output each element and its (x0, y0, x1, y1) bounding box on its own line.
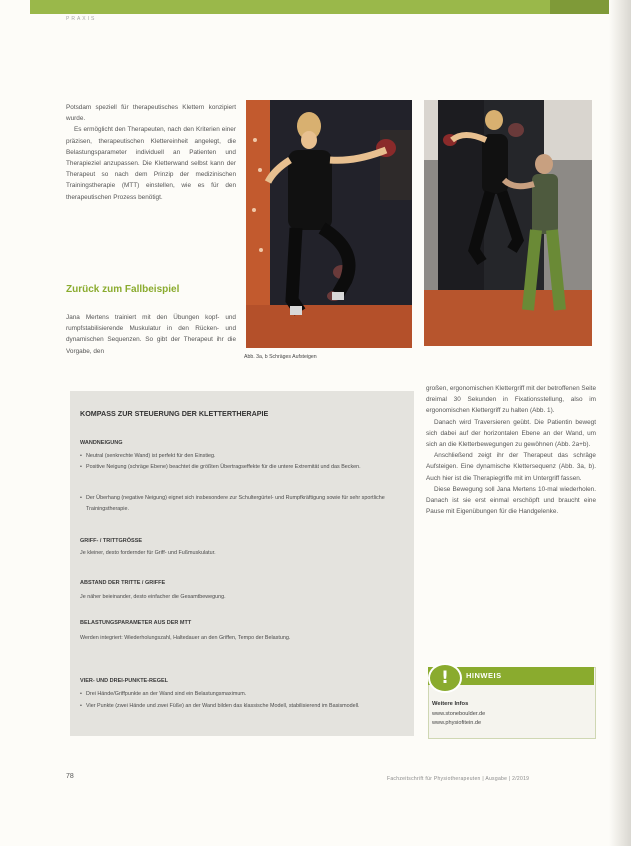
kompass-heading: WANDNEIGUNG (80, 440, 123, 446)
paragraph: Diese Bewegung soll Jana Mertens 10-mal wiederholen. Danach ist sie erst einmal erschöpft und braucht eine Pause mit Eigenübungen für die Handgelenke. (426, 485, 596, 516)
left-column-text-2 (66, 312, 236, 357)
page-edge-shadow (609, 0, 631, 846)
kompass-text: Je näher beieinander, desto einfacher die Gesamtbewegung. (80, 594, 226, 600)
hinweis-label: HINWEIS (466, 671, 502, 680)
paragraph: Potsdam speziell für therapeutisches Klettern konzipiert wurde. (66, 104, 236, 123)
hinweis-link[interactable]: www.physiofitein.de (432, 720, 482, 726)
kompass-title: KOMPASS ZUR STEUERUNG DER KLETTERTHERAPIE (80, 409, 269, 418)
hinweis-subtitle: Weitere Infos (432, 701, 469, 707)
header-bar (30, 0, 610, 14)
page-number: 78 (66, 773, 74, 780)
paragraph: Es ermöglicht den Therapeuten, nach den Kriterien einer präzisen, therapeutischen Klettereinheit angelegt, die Belastungsparameter individuell an Patienten und Therapieziel anzupassen. Die Kletterwand selbst kann der Therapeut so nach dem Prinzip der medizinischen Trainingstherapie (MTT) einstellen, wie es für den therapeutischen Prozess benötigt. (66, 126, 236, 201)
paragraph: großen, ergonomischen Klettergriff mit der betroffenen Seite dreimal 30 Sekunden in Fixationsstellung, also im ergonomischen Klettergriff zu halten (Abb. 1). (426, 385, 596, 415)
left-column-text (66, 102, 236, 203)
footer-journal: Fachzeitschrift für Physiotherapeuten | Ausgabe | 2/2019 (387, 776, 530, 782)
section-label: PRAXIS (66, 16, 97, 22)
header-bar-shade (550, 0, 610, 14)
kompass-heading: ABSTAND DER TRITTE / GRIFFE (80, 580, 166, 586)
exclamation-icon: ! (428, 663, 462, 693)
kompass-heading: VIER- UND DREI-PUNKTE-REGEL (80, 678, 169, 684)
paragraph: Danach wird Traversieren geübt. Die Patientin bewegt sich dabei auf der horizontalen Ebene an der Wand, um sich an die Kletterbewegungen zu gewöhnen (Abb. 2a+b). (426, 418, 596, 449)
hinweis-link[interactable]: www.stoneboulder.de (432, 711, 486, 717)
kompass-text: Je kleiner, desto fordernder für Griff- und Fußmuskulatur. (80, 550, 216, 556)
kompass-heading: GRIFF- / TRITTGRÖSSE (80, 538, 143, 544)
kompass-bullet: • Vier Punkte (zwei Hände und zwei Füße) an der Wand bilden das klassische Modell, stabilisierend im Basismodell. (80, 701, 406, 712)
climbing-photo-3a (246, 100, 412, 348)
section-heading: Zurück zum Fallbeispiel (66, 284, 180, 295)
kompass-bullet: • Drei Hände/Griffpunkte an der Wand sind ein Belastungsmaximum. (80, 689, 406, 700)
kompass-bullet: • Positive Neigung (schräge Ebene) beachtet die größten Übertragseffekte für die untere Extremität und das Becken. (80, 462, 406, 473)
kompass-bullet: • Neutral (senkrechte Wand) ist perfekt für den Einstieg. (80, 451, 406, 462)
kompass-text: Werden integriert: Wiederholungszahl, Haltedauer an den Griffen, Tempo der Belastung. (80, 635, 291, 641)
paragraph: Jana Mertens trainiert mit den Übungen kopf- und rumpfstabilisierende Muskulatur in den Rücken- und dynamischen Sequenzen. So gibt der Therapeut ihr die Vorgabe, den (66, 314, 236, 355)
kompass-bullet: • Der Überhang (negative Neigung) eignet sich insbesondere zur Schultergürtel- und Rumpfkräftigung sowie für sehr sportliche Trainingstherapie. (80, 493, 406, 515)
climbing-photo-3b (424, 100, 592, 346)
paragraph: Anschließend zeigt ihr der Therapeut das schräge Aufsteigen. Eine dynamische Klettersequenz (Abb. 3a, b). Auch hier ist die Therapiegriffe mit im Untergriff fassen. (426, 452, 596, 482)
figure-caption: Abb. 3a, b Schräges Aufsteigen (244, 354, 317, 360)
right-column-text (426, 383, 596, 517)
kompass-heading: BELASTUNGSPARAMETER AUS DER MTT (80, 620, 192, 626)
